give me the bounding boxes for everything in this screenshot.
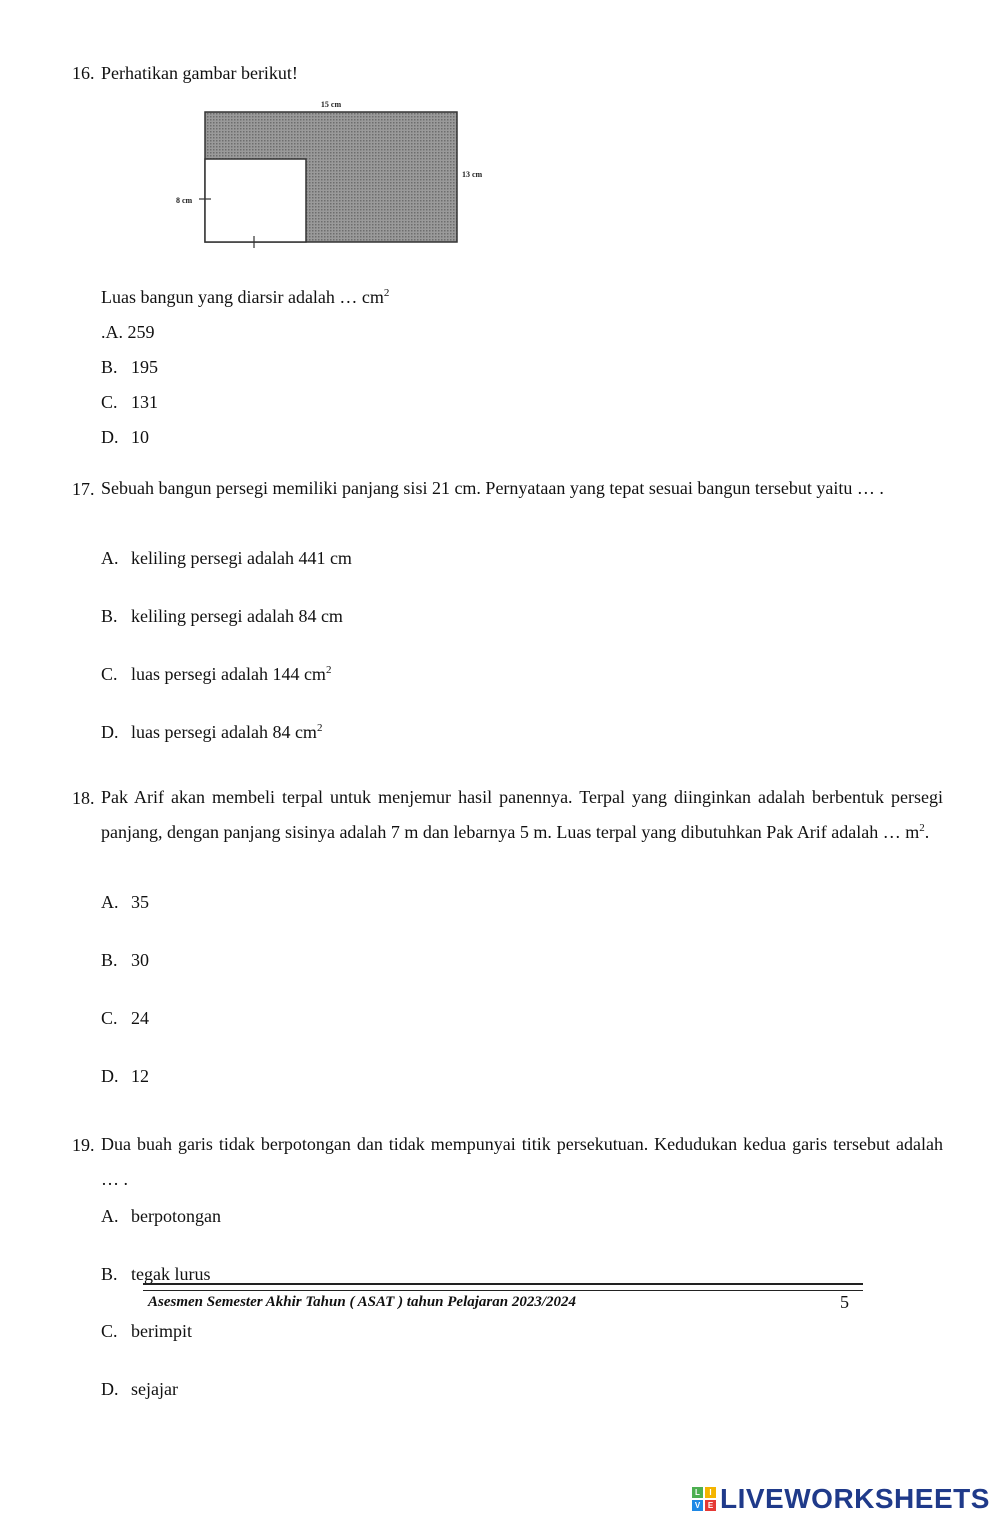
question-19-number: 19. — [72, 1135, 95, 1155]
question-18-number: 18. — [72, 788, 95, 808]
question-18-stem: Pak Arif akan membeli terpal untuk menjemur hasil panennya. Terpal yang diinginkan adalah berbentuk persegi panjang, dengan panjang sisinya adalah 7 m dan lebarnya 5 m. Luas terpal yang dibutuhkan Pak Arif adalah … $m^2$. — [101, 787, 943, 842]
liveworksheets-brand — [692, 1483, 990, 1515]
logo-cell-e: E — [705, 1500, 716, 1511]
question-16-stem: Perhatikan gambar berikut! — [101, 63, 298, 83]
question-19-option-c[interactable]: C. berimpit — [101, 1321, 192, 1341]
label-13cm: 13 cm — [462, 170, 483, 179]
question-17-option-d[interactable]: D. luas persegi adalah 84 $cm^2$ — [101, 722, 323, 742]
label-15cm: 15 cm — [320, 100, 342, 109]
question-16-number: 16. — [72, 63, 95, 83]
logo-cell-l: L — [692, 1487, 703, 1498]
unshaded-inner-square — [205, 159, 306, 242]
question-19-stem: Dua buah garis tidak berpotongan dan tidak mempunyai titik persekutuan. Kedudukan kedua garis tersebut adalah … . — [101, 1134, 943, 1189]
liveworksheets-wordmark: LIVEWORKSHEETS — [720, 1483, 990, 1514]
question-18-option-b[interactable]: B. 30 — [101, 950, 149, 970]
question-16-option-a[interactable]: .A. 259 — [101, 322, 155, 342]
footer-divider — [143, 1283, 863, 1291]
question-16-option-c[interactable]: C. 131 — [101, 392, 158, 412]
question-18-option-c[interactable]: C. 24 — [101, 1008, 149, 1028]
logo-cell-v: V — [692, 1500, 703, 1511]
logo-cell-i: I — [705, 1487, 716, 1498]
question-16-option-d[interactable]: D. 10 — [101, 427, 149, 447]
question-16-figure — [165, 95, 505, 255]
question-18-option-d[interactable]: D. 12 — [101, 1066, 149, 1086]
question-18-option-a[interactable]: A. 35 — [101, 892, 149, 912]
question-19-option-b[interactable]: B. tegak lurus — [101, 1264, 211, 1284]
question-16-option-b[interactable]: B. 195 — [101, 357, 158, 377]
question-17-option-b[interactable]: B. keliling persegi adalah 84 cm — [101, 606, 343, 626]
question-19-option-a[interactable]: A. berpotongan — [101, 1206, 221, 1226]
page-number: 5 — [840, 1292, 849, 1312]
label-8cm: 8 cm — [176, 196, 193, 205]
question-17-stem: Sebuah bangun persegi memiliki panjang sisi 21 cm. Pernyataan yang tepat sesuai bangun tersebut yaitu … . — [101, 478, 884, 498]
question-16-prompt: Luas bangun yang diarsir adalah … $cm^2$ — [101, 287, 390, 307]
question-17-number: 17. — [72, 479, 95, 499]
question-19-option-d[interactable]: D. sejajar — [101, 1379, 178, 1399]
question-17-option-c[interactable]: C. luas persegi adalah 144 $cm^2$ — [101, 664, 332, 684]
footer-text: Asesmen Semester Akhir Tahun ( ASAT ) tahun Pelajaran 2023/2024 — [148, 1294, 577, 1310]
question-17-option-a[interactable]: A. keliling persegi adalah 441 cm — [101, 548, 352, 568]
liveworksheets-logo-icon — [692, 1487, 716, 1511]
